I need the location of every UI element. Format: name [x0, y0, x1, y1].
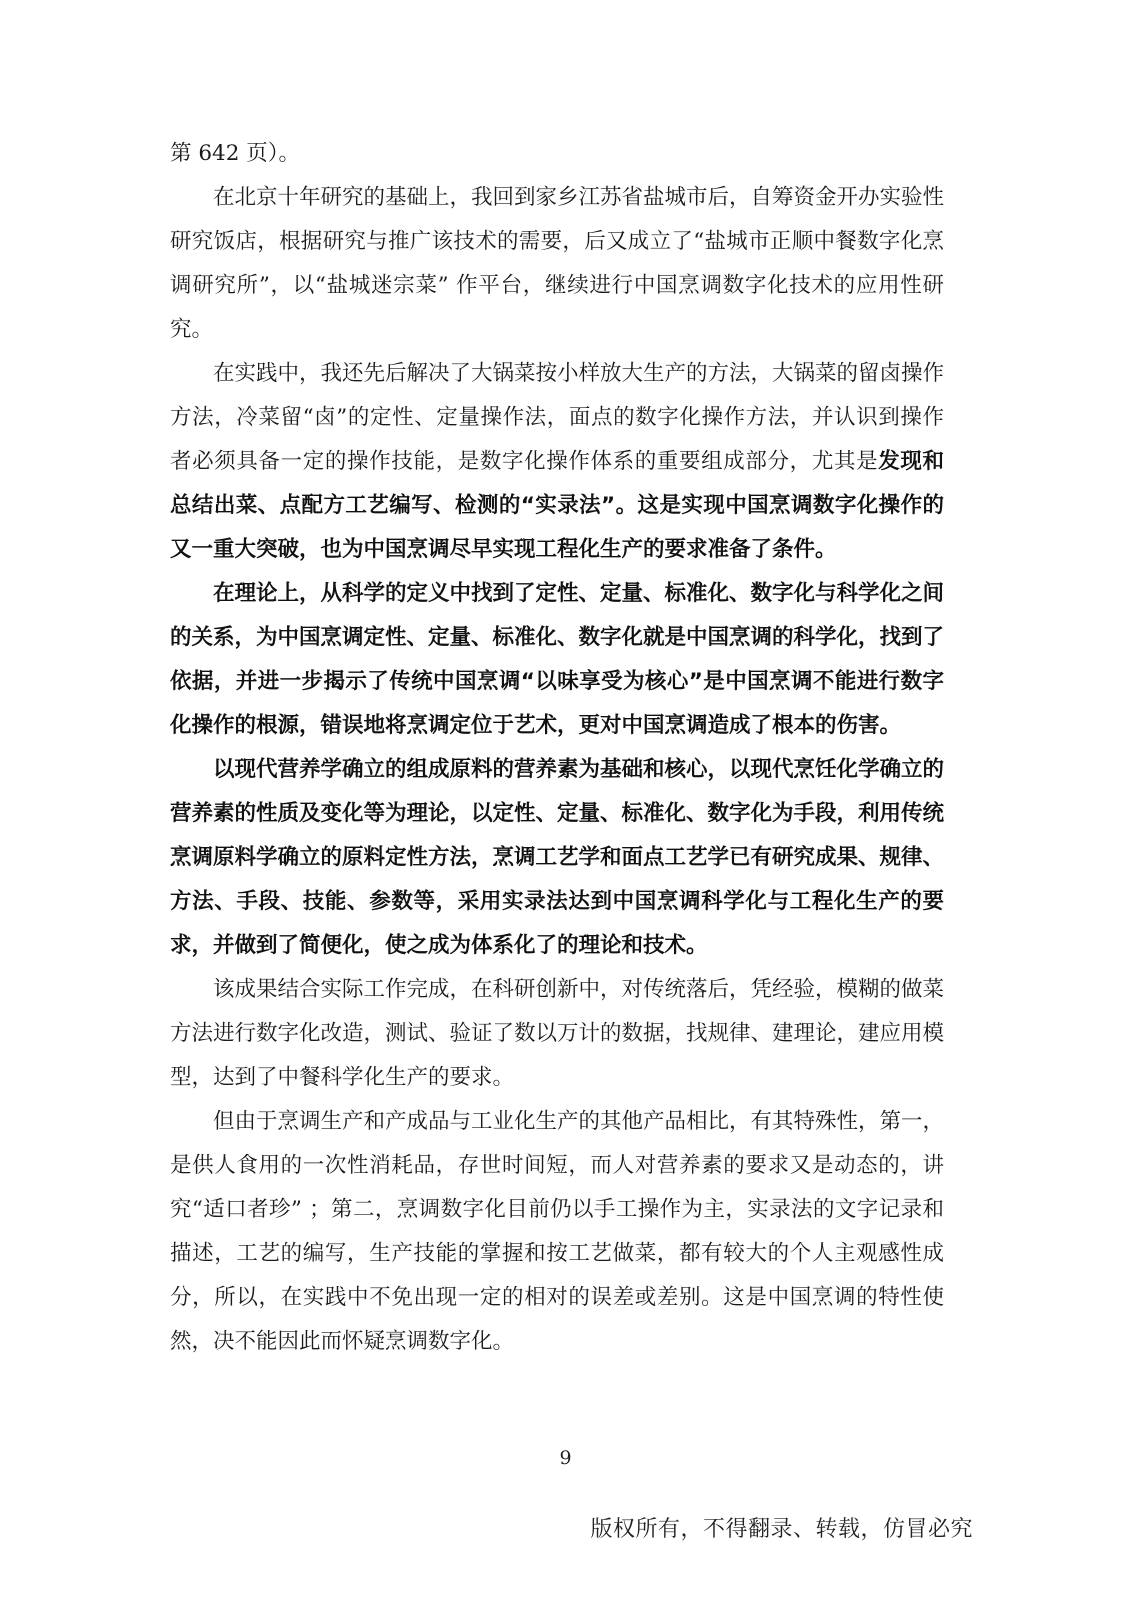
paragraph-nutrition: 以现代营养学确立的组成原料的营养素为基础和核心，以现代烹饪化学确立的营养素的性质及变化等为理论，以定性、定量、标准化、数字化为手段，利用传统烹调原料学确立的原料定性方法，烹调工艺学和面点工艺学已有研究成果、规律、方法、手段、技能、参数等，采用实录法达到中国烹调科学化与工程化生产的要求，并做到了简便化，使之成为体系化了的理论和技术。 — [170, 757, 945, 958]
body-text — [170, 132, 944, 1364]
paragraph-beijing-research: 在北京十年研究的基础上，我回到家乡江苏省盐城市后，自筹资金开办实验性研究饭店，根据研究与推广该技术的需要，后又成立了“盐城市正顺中餐数字化烹调研究所”，以“盐城迷宗菜” 作平台，继续进行中国烹调数字化技术的应用性研究。 — [170, 185, 945, 342]
paragraph-practice-normal: 在实践中，我还先后解决了大锅菜按小样放大生产的方法，大锅菜的留卤操作方法，冷菜留“卤”的定性、定量操作法，面点的数字化操作方法，并认识到操作者必须具备一定的操作技能，是数字化操作体系的重要组成部分，尤其是 — [170, 361, 945, 474]
paragraph-theory: 在理论上，从科学的定义中找到了定性、定量、标准化、数字化与科学化之间的关系，为中国烹调定性、定量、标准化、数字化就是中国烹调的科学化，找到了依据，并进一步揭示了传统中国烹调“以味享受为核心”是中国烹调不能进行数字化操作的根源，错误地将烹调定位于艺术，更对中国烹调造成了根本的伤害。 — [170, 581, 945, 738]
paragraph-continuation: 第 642 页）。 — [170, 141, 300, 166]
copyright-footer: 版权所有，不得翻录、转载，仿冒必究 — [590, 1517, 973, 1542]
paragraph-achievement: 该成果结合实际工作完成，在科研创新中，对传统落后，凭经验，模糊的做菜方法进行数字化改造，测试、验证了数以万计的数据，找规律、建理论，建应用模型，达到了中餐科学化生产的要求。 — [170, 977, 945, 1090]
paragraph-particularity: 但由于烹调生产和产成品与工业化生产的其他产品相比，有其特殊性，第一，是供人食用的一次性消耗品，存世时间短，而人对营养素的要求又是动态的，讲究“适口者珍” ；第二，烹调数字化目前仍以手工操作为主，实录法的文字记录和描述，工艺的编写，生产技能的掌握和按工艺做菜，都有较大的个人主观感性成分，所以，在实践中不免出现一定的相对的误差或差别。这是中国烹调的特性使然，决不能因此而怀疑烹调数字化。 — [170, 1109, 945, 1354]
page-number: 9 — [559, 1447, 572, 1469]
paragraph-practice-bold: 发现和总结出菜、点配方工艺编写、检测的“实录法”。这是实现中国烹调数字化操作的又一重大突破，也为中国烹调尽早实现工程化生产的要求准备了条件。 — [170, 449, 944, 562]
paragraph-practice — [170, 352, 944, 572]
